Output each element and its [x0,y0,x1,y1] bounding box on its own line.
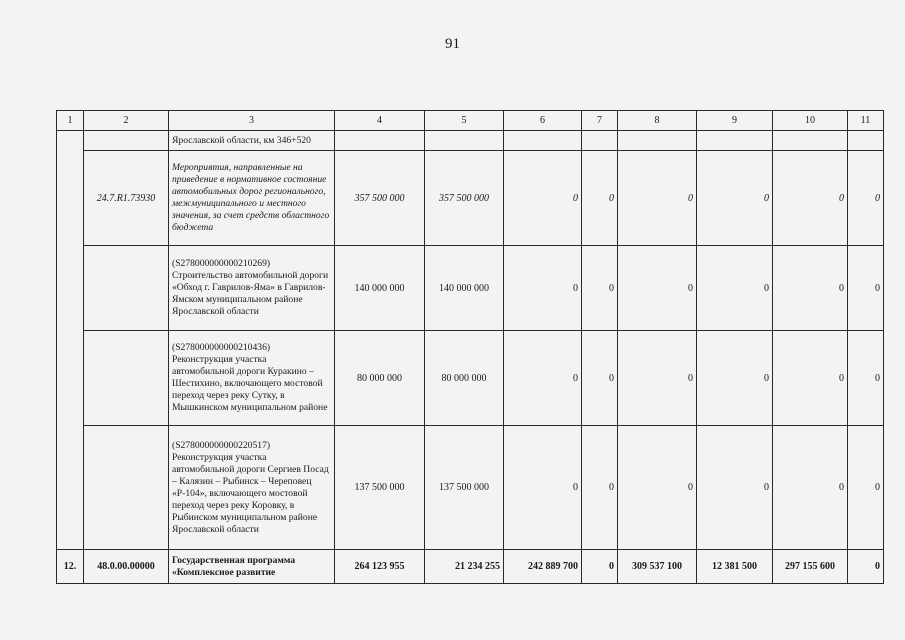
description-cell: Мероприятия, направленные на приведение в нормативное состояние автомобильных дорог регионального, межмуниципального и местного значения, за счет средств областного бюджета [169,151,335,246]
value-cell: 0 [504,331,582,426]
value-cell: 80 000 000 [335,331,425,426]
code-cell: 48.0.00.00000 [84,550,169,584]
value-cell: 137 500 000 [425,426,504,550]
value-cell: 0 [582,246,618,331]
value-cell: 80 000 000 [425,331,504,426]
table-header-row [57,111,884,131]
value-cell: 0 [582,331,618,426]
value-cell: 0 [618,331,697,426]
value-cell: 0 [848,426,884,550]
table-row [57,151,884,246]
description-cell: (S278000000000220517) Реконструкция участка автомобильной дороги Сергиев Посад – Калязин – Рыбинск – Череповец «Р-104», включающего мостовой переход через реку Коровку, в Рыбинском муниципальном районе Ярославской области [169,426,335,550]
value-cell: 297 155 600 [773,550,848,584]
code-cell [84,331,169,426]
description-cell: (S278000000000210436) Реконструкция участка автомобильной дороги Куракино – Шестихино, включающего мостовой переход через реку Сутку, в Мышкинском муниципальном районе [169,331,335,426]
description-cell: Ярославской области, км 346+520 [169,131,335,151]
column-header: 7 [582,111,618,131]
budget-table [56,110,884,584]
code-cell [84,246,169,331]
value-cell [848,131,884,151]
value-cell: 0 [697,151,773,246]
column-header: 4 [335,111,425,131]
value-cell: 0 [618,151,697,246]
column-header: 1 [57,111,84,131]
value-cell: 0 [697,246,773,331]
value-cell: 264 123 955 [335,550,425,584]
value-cell [618,131,697,151]
code-cell: 24.7.R1.73930 [84,151,169,246]
value-cell: 0 [618,426,697,550]
value-cell: 0 [848,331,884,426]
code-cell [84,131,169,151]
value-cell: 0 [773,426,848,550]
value-cell: 0 [848,246,884,331]
table-row [57,131,884,151]
value-cell: 137 500 000 [335,426,425,550]
page-number: 91 [445,36,460,52]
column-header: 2 [84,111,169,131]
value-cell: 21 234 255 [425,550,504,584]
description-cell: Государственная программа «Комплексное развитие [169,550,335,584]
value-cell [335,131,425,151]
value-cell: 0 [582,151,618,246]
value-cell: 357 500 000 [335,151,425,246]
row-number-cell: 12. [57,550,84,584]
value-cell: 0 [582,426,618,550]
column-header: 3 [169,111,335,131]
value-cell: 242 889 700 [504,550,582,584]
value-cell [697,131,773,151]
value-cell: 0 [582,550,618,584]
value-cell: 0 [697,331,773,426]
value-cell: 0 [504,246,582,331]
column-header: 8 [618,111,697,131]
table-row [57,426,884,550]
value-cell: 0 [618,246,697,331]
table-row [57,246,884,331]
value-cell: 140 000 000 [335,246,425,331]
value-cell: 0 [697,426,773,550]
value-cell: 140 000 000 [425,246,504,331]
table-row [57,550,884,584]
column-header: 6 [504,111,582,131]
value-cell: 357 500 000 [425,151,504,246]
value-cell: 0 [773,331,848,426]
column-header: 11 [848,111,884,131]
code-cell [84,426,169,550]
value-cell: 0 [773,246,848,331]
value-cell: 0 [848,550,884,584]
row-number-cell [57,131,84,550]
description-cell: (S278000000000210269) Строительство автомобильной дороги «Обход г. Гаврилов-Яма» в Гаврилов-Ямском муниципальном районе Ярославской области [169,246,335,331]
value-cell [582,131,618,151]
value-cell: 309 537 100 [618,550,697,584]
value-cell [425,131,504,151]
value-cell: 0 [773,151,848,246]
value-cell [773,131,848,151]
column-header: 5 [425,111,504,131]
value-cell: 12 381 500 [697,550,773,584]
column-header: 9 [697,111,773,131]
value-cell: 0 [848,151,884,246]
value-cell: 0 [504,151,582,246]
value-cell: 0 [504,426,582,550]
column-header: 10 [773,111,848,131]
table-row [57,331,884,426]
value-cell [504,131,582,151]
